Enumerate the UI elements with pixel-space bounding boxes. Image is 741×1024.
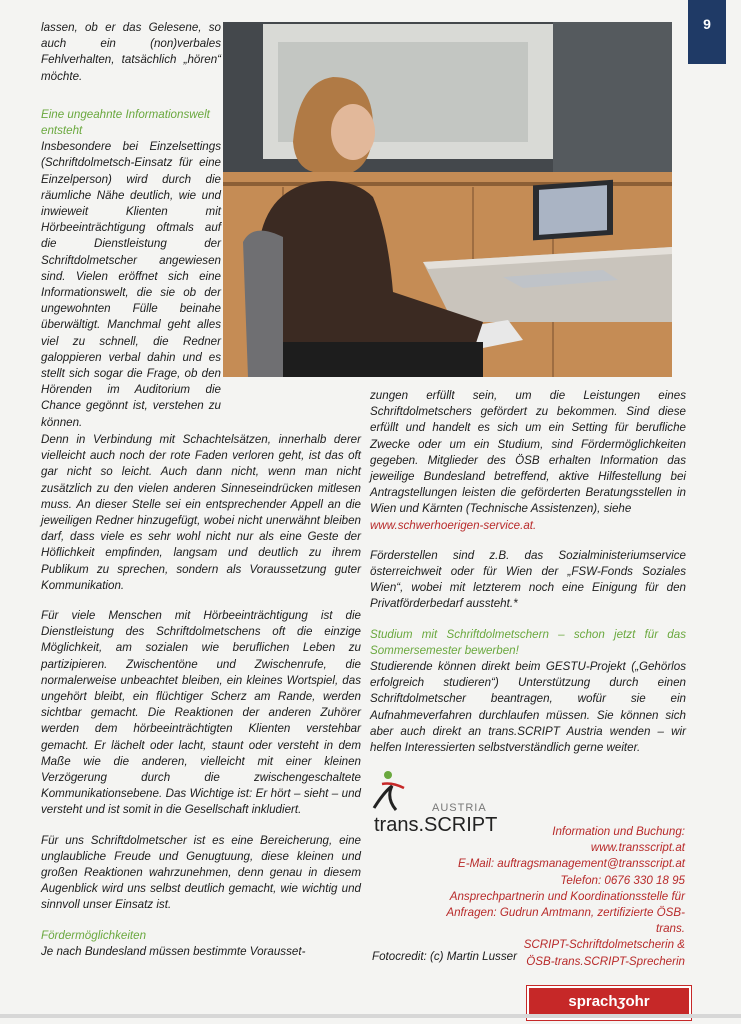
contact-line-script: SCRIPT-Schriftdolmetscherin & [523,938,685,952]
ear-icon: ʒ [617,993,626,1010]
fotocredit: Fotocredit: (c) Martin Lusser [372,950,517,963]
photo-illustration [223,22,672,377]
gestu-paragraph: Studierende können direkt beim GESTU-Projekt („Gehörlos erfolgreich studieren“) Unterstützung durch einen Schriftdolmetscher beantragen, wofür sie ein Aufnahmeverfahren durchlaufen müssen. Sie können sich aber auch direkt an trans.SCRIPT Austria wenden – wir helfen Interessierten selbstverständlich gerne weiter. [370,660,686,755]
page-number: 9 [688,0,726,64]
right-column [370,388,686,770]
bottom-rule [0,1014,741,1018]
section-heading-studium: Studium mit Schriftdolmetschern – schon jetzt für das Sommersemester bewerben! [370,627,686,657]
foerderstellen-paragraph: Förderstellen sind z.B. das Sozialministeriumservice österreichweit oder für Wien der „FSW-Fonds Soziales Wien“, wobei mit letzterem noch eine Einigung für den Privatförderbedarf aussteht.* [370,548,686,611]
schwerhoerigen-link[interactable]: www.schwerhoerigen-service.at. [370,518,537,532]
foerderung-paragraph-cont: zungen erfüllt sein, um die Leistungen eines Schriftdolmetschers gefördert zu bekommen. Sind diese erfüllt und handelt es sich um ein Setting für berufliche Zwecke oder um ein Studium, sind Fördermöglichkeiten gegeben. Mitglieder des ÖSB erhalten Information das jeweilige Bundesland betreffend, aktive Hilfestellung bei Antragstellungen leisten die geförderten Beratungsstellen in Wien und Kärnten (Technische Assistenzen), siehe [370,389,686,516]
badge-left-text: sprach [568,993,618,1010]
logo-name-text: trans.SCRIPT [374,814,498,836]
contact-line-ansprechpartnerin: Ansprechpartnerin und Koordinationsstelle für [449,889,685,903]
dienstleistung-paragraph: Für viele Menschen mit Hörbeeinträchtigung ist die Dienstleistung des Schriftdolmetschens oft die einzige Möglichkeit, am sozialen wie beruflichen Leben zu partizipieren. Zwischentöne und Zwischenrufe, die normalerweise unbeachtet bleiben, ein kleines Wortspiel, das ungehört bleibt, ein flüchtiger Scherz am Rande, werden sichtbar gemacht. Die Reaktionen der anderen Zuhörer werden dem hörbeeinträchtigten Klienten verstehbar gemacht. Er lächelt oder lacht, staunt oder versteht in dem Maße wie die anderen, vielleicht mit einer kleinen Verzögerung durch die zwischengeschaltete Kommunikationsebene. Das Wichtige ist: Er hört – sieht – und versteht und ist somit in die Gesellschaft inkludiert. [41,609,361,817]
contact-line-buchung: Information und Buchung: [552,825,685,838]
contact-line-sprecherin: ÖSB-trans.SCRIPT-Sprecherin [526,954,685,968]
contact-block [430,824,685,970]
left-column [41,432,361,960]
article-photo [223,22,672,377]
section-heading-informationswelt: Eine ungeahnte Informationswelt entsteht [41,107,210,138]
logo-austria-text: AUSTRIA [432,802,487,814]
contact-email[interactable]: E-Mail: auftragsmanagement@transscript.at [458,857,685,871]
transscript-logo [370,770,520,836]
badge-right-text: ohr [625,993,650,1010]
left-narrow-column [41,20,221,431]
contact-website[interactable]: www.transscript.at [590,841,685,855]
contact-line-anfragen: Anfragen: Gudrun Amtmann, zertifizierte ÖSB-trans. [446,906,685,936]
bereicherung-paragraph: Für uns Schriftdolmetscher ist es eine Bereicherung, eine unglaubliche Freude und Genugtuung, diese kleinen und großen Reaktionen wahrzunehmen, denn genau in diesem Augenblick wird uns selbst deutlich gemacht, wie wichtig und sinnvoll unser Einsatz ist. [41,833,361,912]
einzelsettings-paragraph: Insbesondere bei Einzelsettings (Schriftdolmetsch-Einsatz für eine Einzelperson) wird durch die räumliche Nähe deutlich, wie und inwieweit Klienten mit Hörbeeinträchtigung oftmals auf die Dienstleistung der Schriftdolmetscher angewiesen sind. Vielen eröffnet sich eine Informationswelt, die sie ob der ungewohnten Fülle beinahe überwältigt. Manchmal geht alles viel zu schnell, die Redner galoppieren verbal dahin und es stellt sich sogar die Frage, ob den Hörenden im Auditorium die Chance gegönnt ist, verstehen zu können. [41,140,221,429]
schachtelsaetze-paragraph: Denn in Verbindung mit Schachtelsätzen, innerhalb derer vielleicht auch noch der rote Faden verloren geht, ist das oft gar nicht so leicht. Auch dann nicht, wenn man nicht zusätzlich zu den vielen anderen Sinneseindrücken mitlesen muss. An dieser Stelle sei ein entsprechender Appell an die jeweiligen Redner hinzugefügt, wobei nicht unerwähnt bleiben darf, dass viele es sehr wohl nicht nur als eine Geste der Höflichkeit empfinden, langsam und deutlich zu ihrem Publikum zu sprechen, sondern als Voraussetzung guter Kommunikation. [41,433,361,592]
section-heading-foerdermoeglichkeiten: Fördermöglichkeiten [41,928,147,942]
intro-paragraph: lassen, ob er das Gelesene, so auch ein (non)verbales Fehlverhalten, tatsächlich „hören“ möchte. [41,21,221,83]
contact-phone: Telefon: 0676 330 18 95 [560,873,685,887]
foerderung-paragraph-start: Je nach Bundesland müssen bestimmte Vorausset- [41,944,306,958]
